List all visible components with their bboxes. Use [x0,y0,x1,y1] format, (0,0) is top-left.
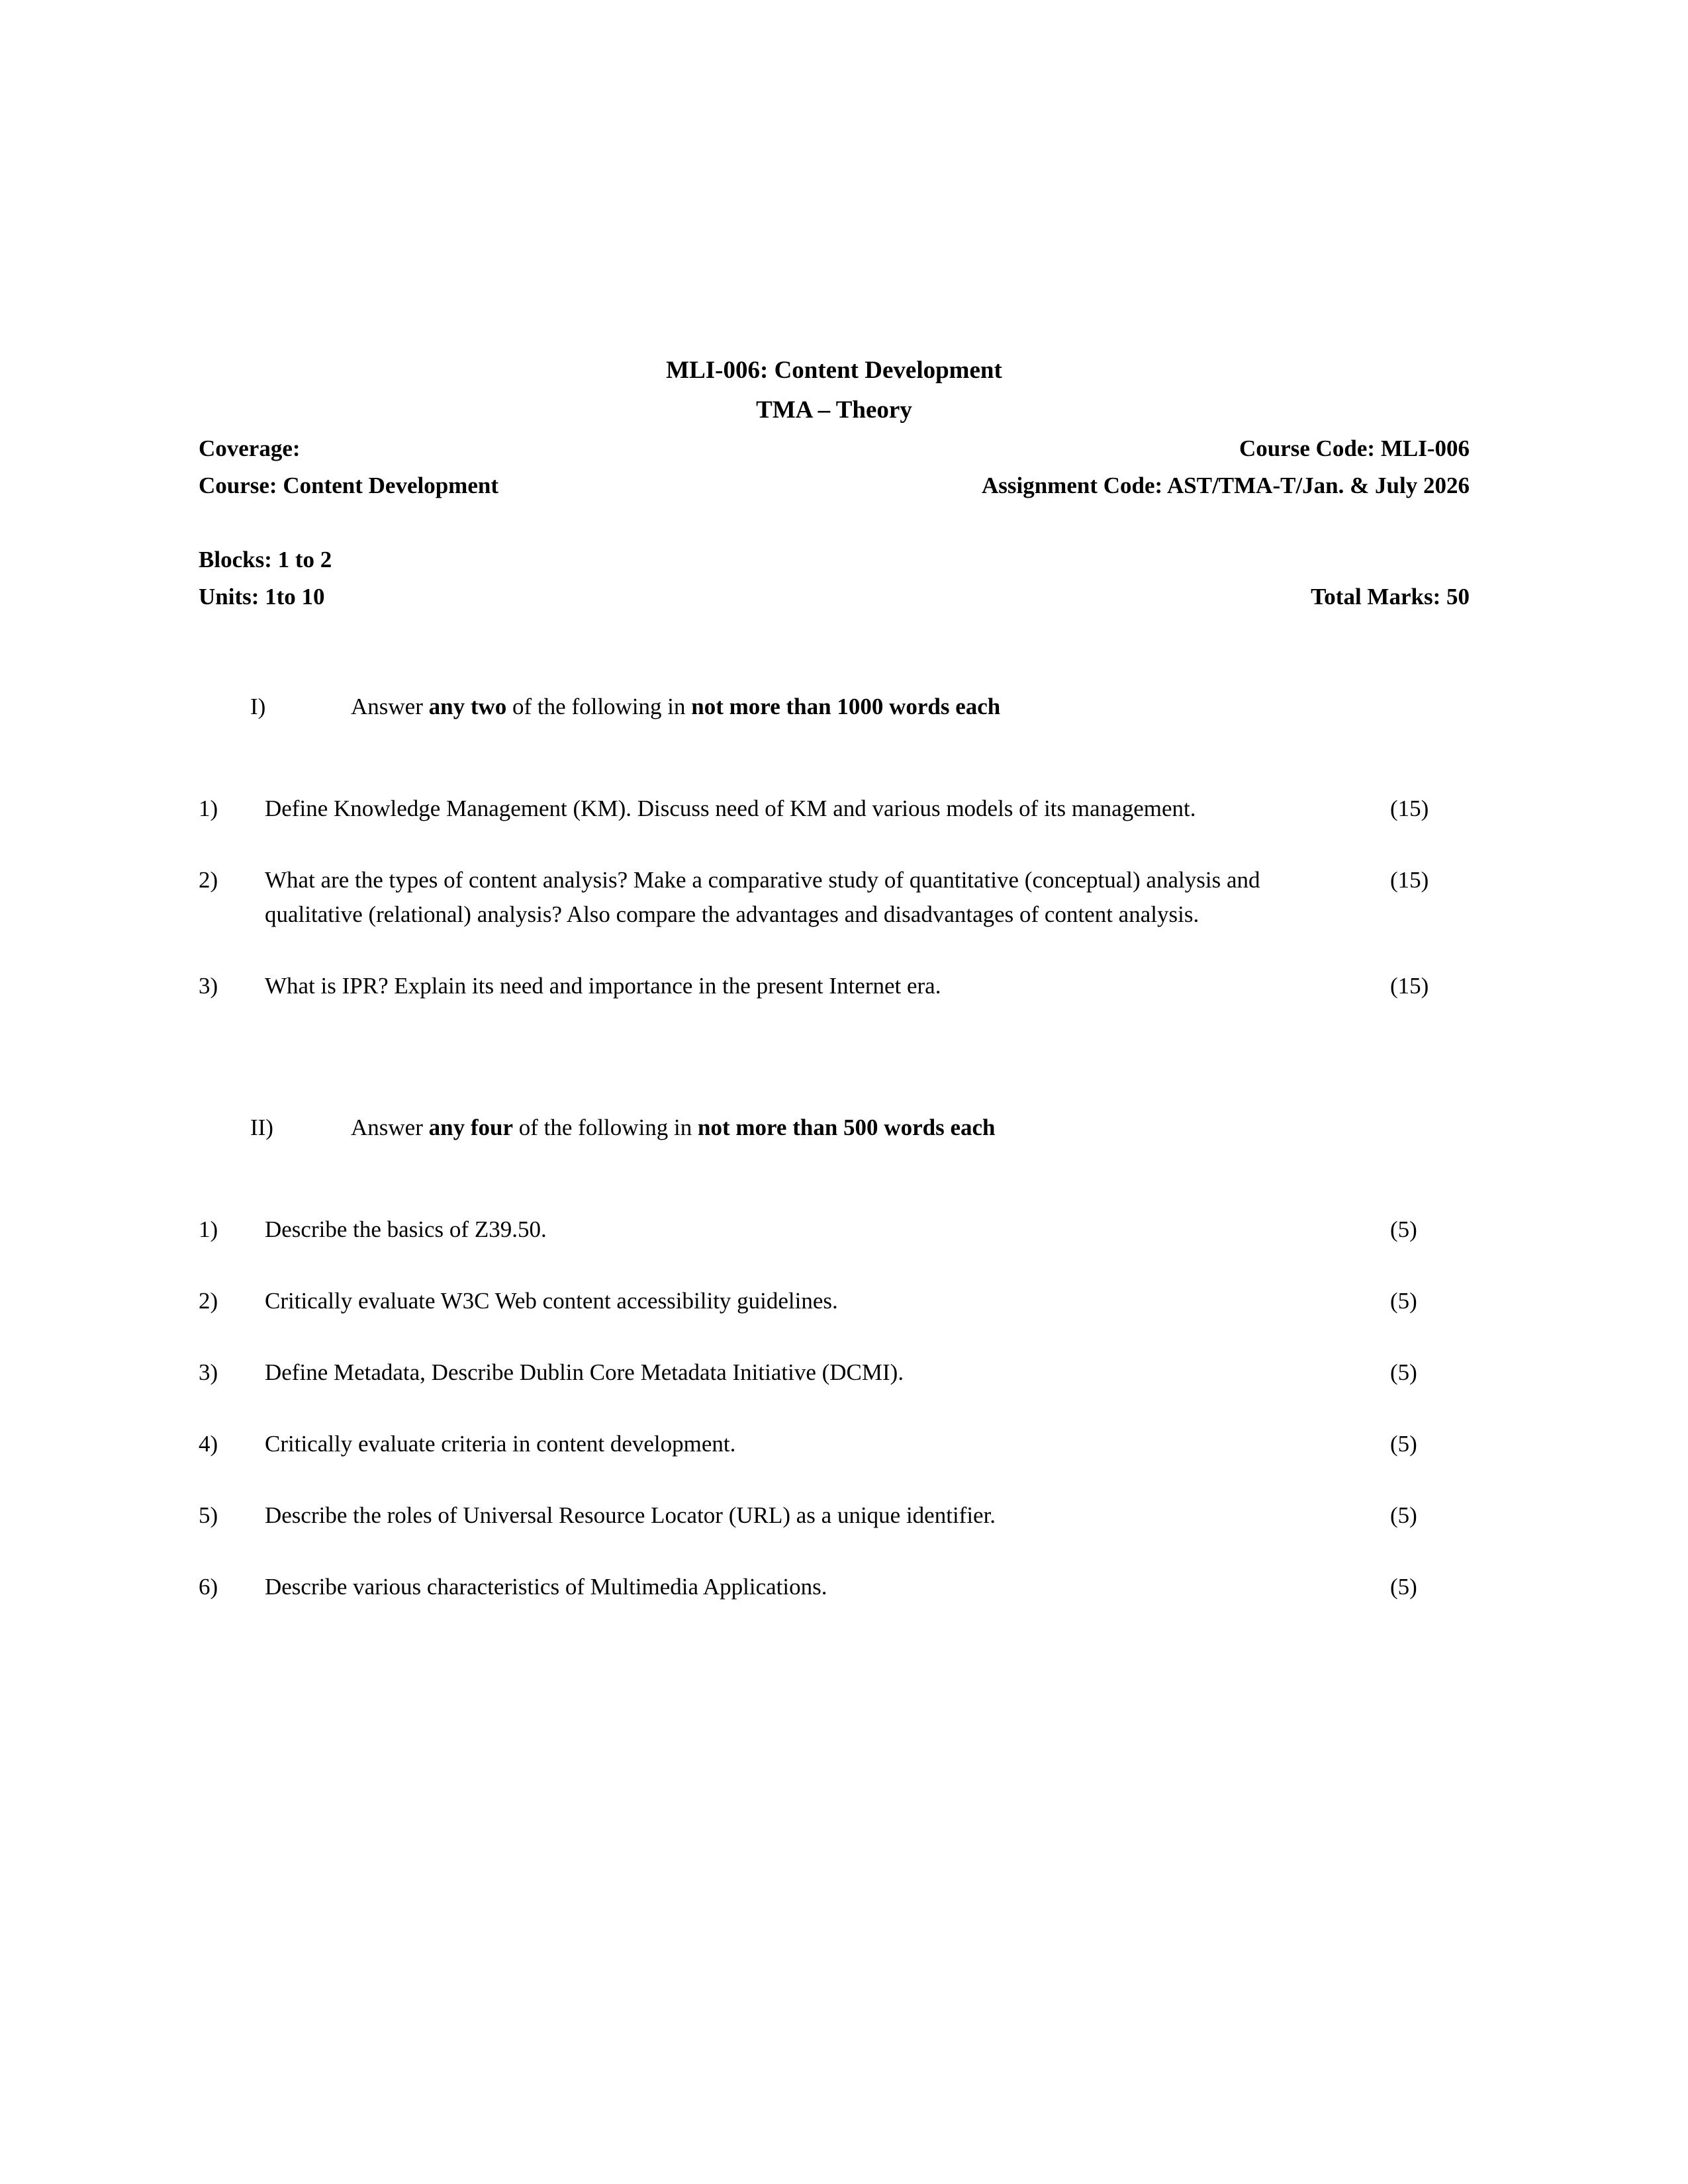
question-text: What are the types of content analysis? Make a comparative study of quantitative (conceptual) analysis and qualitative (relational) analysis? Also compare the advantages and disadvantages of content analysis. [265,867,1260,927]
section2-heading [199,1109,1470,1146]
coverage-label: Coverage: [199,435,301,461]
blocks-line: Blocks: 1 to 2 [199,547,332,572]
assignment-code: Assignment Code: AST/TMA-T/Jan. & July 2026 [981,473,1470,498]
section1-intro-mid: of the following in [506,694,692,719]
section1-intro [351,688,1000,725]
units-row [199,578,1470,615]
section1-intro-bold1: any two [428,694,507,719]
page-title: MLI-006: Content Development [666,357,1002,384]
section1-intro-bold2: not more than 1000 words each [691,694,1001,719]
question-text: Define Metadata, Describe Dublin Core Metadata Initiative (DCMI). [265,1359,904,1385]
question-text: Critically evaluate W3C Web content accessibility guidelines. [265,1288,838,1314]
section2-intro-bold2: not more than 500 words each [698,1115,996,1140]
question-text: Describe the basics of Z39.50. [265,1216,547,1242]
question-row [199,1498,1470,1533]
question-text: What is IPR? Explain its need and importance in the present Internet era. [265,973,941,999]
question-text: Critically evaluate criteria in content development. [265,1431,736,1457]
question-marks: (15) [1390,973,1429,999]
question-number: 2) [199,867,218,893]
question-row [199,1570,1470,1604]
question-marks: (5) [1390,1288,1417,1314]
blocks-units-block [199,541,1470,615]
coverage-row [199,430,1470,467]
question-number: 1) [199,1216,218,1242]
question-number: 5) [199,1502,218,1528]
section1-heading [199,688,1470,725]
question-text: Describe the roles of Universal Resource Locator (URL) as a unique identifier. [265,1502,996,1528]
units-line: Units: 1to 10 [199,584,325,610]
question-number: 2) [199,1288,218,1314]
question-marks: (5) [1390,1359,1417,1385]
question-marks: (15) [1390,796,1429,821]
course-row [199,467,1470,504]
question-marks: (5) [1390,1431,1417,1457]
question-number: 3) [199,973,218,999]
section2-intro [351,1109,995,1146]
question-number: 4) [199,1431,218,1457]
section1-intro-prefix: Answer [351,694,429,719]
section2-numeral: II) [250,1115,273,1140]
question-row [199,1284,1470,1318]
total-marks: Total Marks: 50 [1311,584,1470,610]
section2-intro-mid: of the following in [513,1115,698,1140]
question-marks: (5) [1390,1574,1417,1600]
question-marks: (15) [1390,867,1429,893]
question-number: 3) [199,1359,218,1385]
question-marks: (5) [1390,1216,1417,1242]
section2-intro-bold1: any four [428,1115,513,1140]
page-subtitle: TMA – Theory [756,396,912,424]
course-name: Course: Content Development [199,473,498,498]
question-row [199,969,1470,1003]
question-row [199,1427,1470,1461]
question-row [199,792,1470,826]
question-marks: (5) [1390,1502,1417,1528]
question-number: 6) [199,1574,218,1600]
question-row [199,1212,1470,1247]
section2-intro-prefix: Answer [351,1115,429,1140]
question-text: Define Knowledge Management (KM). Discuss need of KM and various models of its management. [265,796,1196,821]
question-text: Describe various characteristics of Multimedia Applications. [265,1574,827,1600]
course-code: Course Code: MLI-006 [1239,435,1470,461]
question-row [199,1355,1470,1390]
question-number: 1) [199,796,218,821]
question-row [199,863,1470,932]
section1-numeral: I) [250,694,266,719]
